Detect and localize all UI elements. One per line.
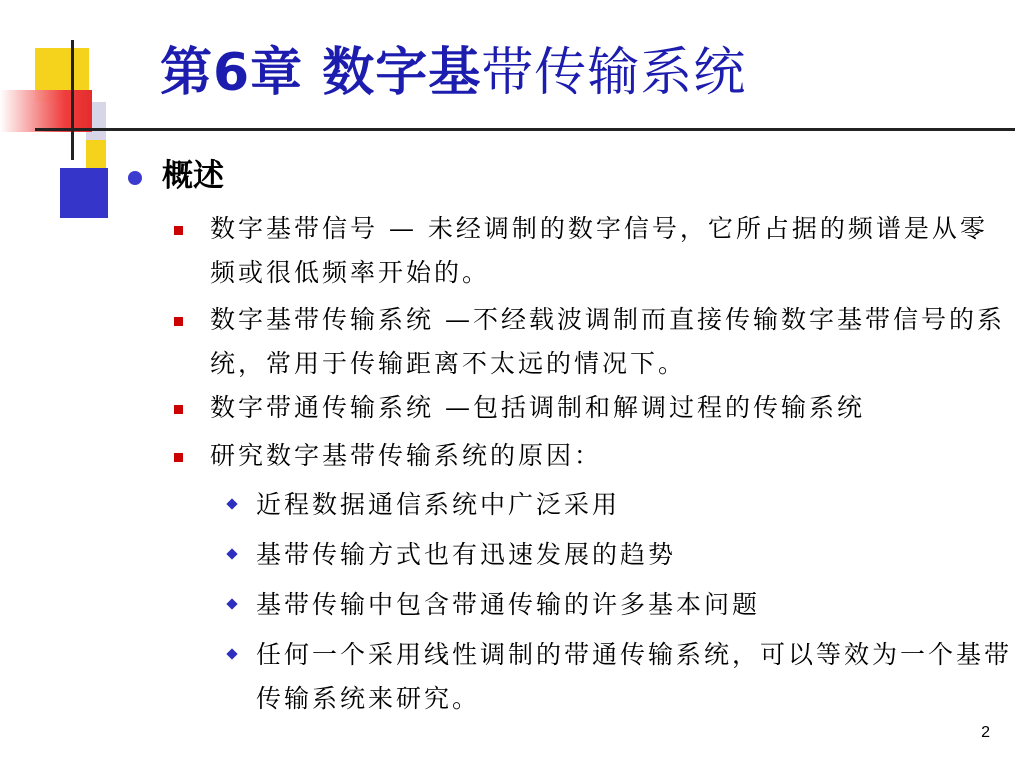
section-heading <box>128 150 224 195</box>
diamond-bullet-icon <box>226 648 237 659</box>
bullet-item-text: 研究数字基带传输系统的原因： <box>210 441 603 470</box>
square-bullet-icon <box>174 226 183 235</box>
diamond-bullet-icon <box>226 498 237 509</box>
diamond-bullet-icon <box>226 548 237 559</box>
sub-bullet-item-text: 近程数据通信系统中广泛采用 <box>256 490 621 519</box>
bullet-item-text: 数字基带传输系统 —不经载波调制而直接传输数字基带信号的系统，常用于传输距离不太远的情况下。 <box>210 305 1005 378</box>
sub-bullet-item-text: 任何一个采用线性调制的带通传输系统，可以等效为一个基带传输系统来研究。 <box>256 640 1013 713</box>
sub-bullet-item <box>226 533 1016 577</box>
bullet-item-text: 数字带通传输系统 —包括调制和解调过程的传输系统 <box>210 393 865 422</box>
bullet-item <box>174 298 1014 386</box>
round-bullet-icon <box>128 171 142 185</box>
page-number: 2 <box>981 724 990 741</box>
decor-blue-square <box>60 168 108 218</box>
square-bullet-icon <box>174 453 183 462</box>
sub-bullet-item <box>226 483 1016 527</box>
section-heading-text: 概述 <box>162 158 224 194</box>
title-underline <box>35 128 1015 131</box>
decor-red-bar <box>0 90 92 132</box>
sub-bullet-item-text: 基带传输中包含带通传输的许多基本问题 <box>256 590 761 619</box>
bullet-item <box>174 207 1014 295</box>
bullet-item-text: 数字基带信号 — 未经调制的数字信号，它所占据的频谱是从零频或很低频率开始的。 <box>210 214 988 287</box>
sub-bullet-item-text: 基带传输方式也有迅速发展的趋势 <box>256 540 677 569</box>
bullet-item <box>174 434 1014 478</box>
decor-yellow-strip <box>86 140 106 168</box>
square-bullet-icon <box>174 317 183 326</box>
slide-title <box>160 30 746 105</box>
sub-bullet-item <box>226 633 1016 721</box>
sub-bullet-item <box>226 583 1016 627</box>
slide-title-bold: 第6章 数字基 <box>160 43 482 103</box>
bullet-item <box>174 386 1014 430</box>
decor-vertical-line <box>71 40 74 160</box>
slide-title-rest: 带传输系统 <box>481 43 747 103</box>
square-bullet-icon <box>174 405 183 414</box>
diamond-bullet-icon <box>226 598 237 609</box>
